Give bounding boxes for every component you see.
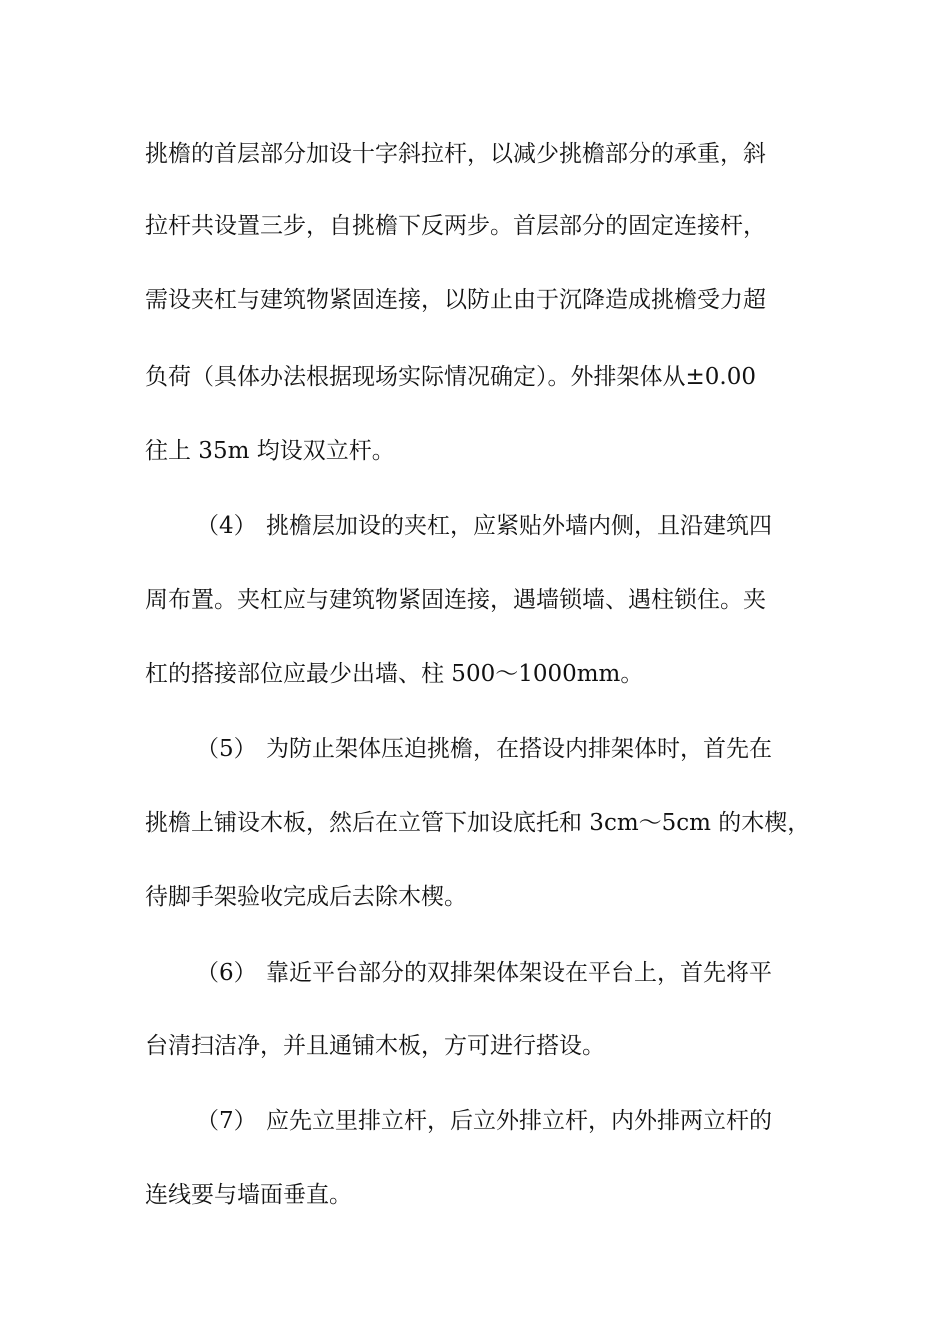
paragraph-line: 连线要与墙面垂直。 (145, 1182, 352, 1208)
item-number: （4） (196, 513, 257, 539)
paragraph-line: 负荷（具体办法根据现场实际情况确定）。外排架体从±0.00 (145, 364, 756, 390)
paragraph-line: 需设夹杠与建筑物紧固连接，以防止由于沉降造成挑檐受力超 (145, 287, 766, 313)
item-number: （7） (196, 1108, 257, 1134)
paragraph-line: 挑檐上铺设木板，然后在立管下加设底托和 3cm～5cm 的木楔， (145, 810, 810, 836)
item-text: 为防止架体压迫挑檐，在搭设内排架体时，首先在 (266, 736, 772, 762)
item-text: 挑檐层加设的夹杠，应紧贴外墙内侧，且沿建筑四 (266, 513, 772, 539)
item-5-first-line (196, 734, 810, 764)
item-number: （5） (196, 736, 257, 762)
item-text: 靠近平台部分的双排架体架设在平台上，首先将平 (266, 960, 772, 986)
item-6-first-line (196, 958, 810, 988)
paragraph-line: 台清扫洁净，并且通铺木板，方可进行搭设。 (145, 1033, 605, 1059)
item-7-first-line (196, 1106, 810, 1136)
item-4-first-line (196, 511, 810, 541)
paragraph-line: 往上 35m 均设双立杆。 (145, 438, 395, 464)
item-number: （6） (196, 960, 257, 986)
paragraph-line: 待脚手架验收完成后去除木楔。 (145, 884, 467, 910)
paragraph-line: 杠的搭接部位应最少出墙、柱 500～1000mm。 (145, 661, 644, 687)
paragraph-line: 拉杆共设置三步，自挑檐下反两步。首层部分的固定连接杆， (145, 213, 766, 239)
item-text: 应先立里排立杆，后立外排立杆，内外排两立杆的 (266, 1108, 772, 1134)
paragraph-line: 挑檐的首层部分加设十字斜拉杆，以减少挑檐部分的承重，斜 (145, 141, 766, 167)
paragraph-line: 周布置。夹杠应与建筑物紧固连接，遇墙锁墙、遇柱锁住。夹 (145, 587, 766, 613)
